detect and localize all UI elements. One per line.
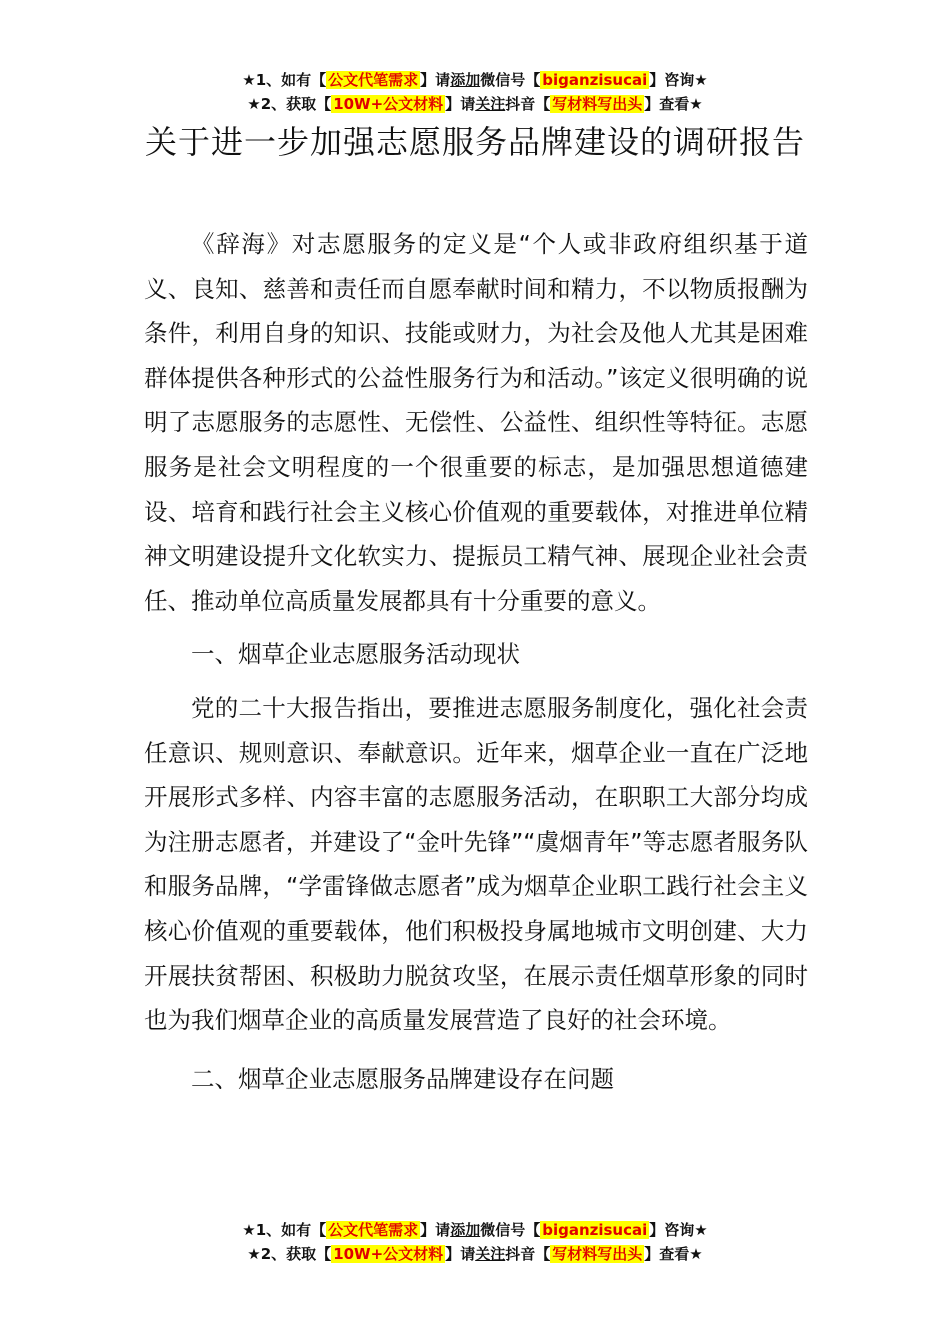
section-heading-2: 二、烟草企业志愿服务品牌建设存在问题 (191, 1064, 614, 1093)
banner-text: ★1、如有【 (242, 71, 327, 89)
banner-text: 】请 (445, 95, 476, 113)
banner-text: 微信号【 (480, 1221, 541, 1239)
highlight-tag: 公文代笔需求 (328, 1221, 419, 1239)
underlined-text: 关注 (475, 95, 506, 113)
paragraph-intro: 《辞海》对志愿服务的定义是“个人或非政府组织基于道义、良知、慈善和责任而自愿奉献时间和精力，不以物质报酬为条件，利用自身的知识、技能或财力，为社会及他人尤其是困难群体提供各种形式的公益性服务行为和活动。”该定义很明确的说明了志愿服务的志愿性、无偿性、公益性、组织性等特征。志愿服务是社会文明程度的一个很重要的标志，是加强思想道德建设、培育和践行社会主义核心价值观的重要载体，对推进单位精神文明建设提升文化软实力、提振员工精气神、展现企业社会责任、推动单位高质量发展都具有十分重要的意义。 (144, 230, 808, 615)
highlight-tag: 10W+公文材料 (333, 1245, 444, 1263)
underlined-text: 添加 (450, 1221, 481, 1239)
banner-text: ★2、获取【 (247, 95, 332, 113)
banner-line-1 (0, 68, 950, 92)
highlight-tag: 10W+公文材料 (333, 95, 444, 113)
banner-text: ★1、如有【 (242, 1221, 327, 1239)
highlight-tag: biganzisucai (542, 71, 648, 89)
banner-line-2 (0, 92, 950, 116)
footer-banner (0, 1218, 950, 1266)
highlight-tag: 写材料写出头 (552, 95, 643, 113)
banner-text: 】咨询★ (649, 1221, 708, 1239)
highlight-tag: 写材料写出头 (552, 1245, 643, 1263)
section-heading-1: 一、烟草企业志愿服务活动现状 (191, 640, 520, 669)
banner-text: 】请 (420, 1221, 451, 1239)
document-body (144, 222, 808, 1101)
banner-text: 】请 (420, 71, 451, 89)
banner-line-1 (0, 1218, 950, 1242)
paragraph-status: 党的二十大报告指出，要推进志愿服务制度化，强化社会责任意识、规则意识、奉献意识。近年来，烟草企业一直在广泛地开展形式多样、内容丰富的志愿服务活动，在职职工大部分均成为注册志愿者，并建设了“金叶先锋”“虞烟青年”等志愿者服务队和服务品牌，“学雷锋做志愿者”成为烟草企业职工践行社会主义核心价值观的重要载体，他们积极投身属地城市文明创建、大力开展扶贫帮困、积极助力脱贫攻坚，在展示责任烟草形象的同时也为我们烟草企业的高质量发展营造了良好的社会环境。 (144, 693, 808, 1035)
banner-line-2 (0, 1242, 950, 1266)
banner-text: 微信号【 (480, 71, 541, 89)
underlined-text: 添加 (450, 71, 481, 89)
banner-text: 】查看★ (644, 95, 703, 113)
banner-text: 】请 (445, 1245, 476, 1263)
banner-text: ★2、获取【 (247, 1245, 332, 1263)
highlight-tag: 公文代笔需求 (328, 71, 419, 89)
banner-text: 抖音【 (505, 1245, 551, 1263)
banner-text: 】查看★ (644, 1245, 703, 1263)
document-title: 关于进一步加强志愿服务品牌建设的调研报告 (144, 123, 805, 161)
banner-text: 】咨询★ (649, 71, 708, 89)
highlight-tag: biganzisucai (542, 1221, 648, 1239)
underlined-text: 关注 (475, 1245, 506, 1263)
header-banner (0, 68, 950, 116)
banner-text: 抖音【 (505, 95, 551, 113)
